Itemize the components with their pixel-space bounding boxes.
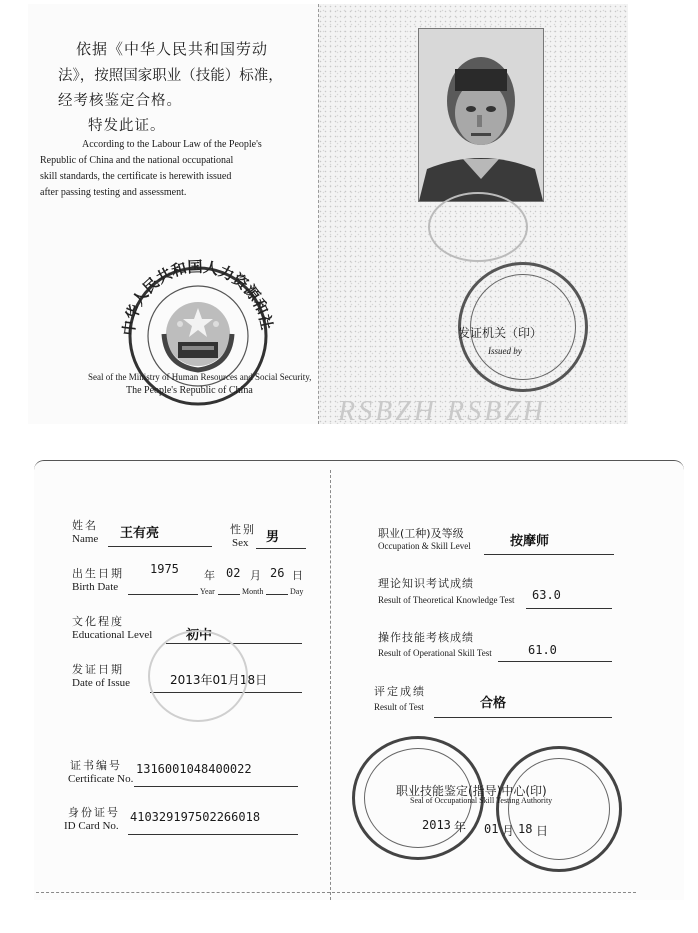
statement-en-line-1: According to the Labour Law of the People's xyxy=(82,139,262,150)
birth-month-underline xyxy=(218,594,240,595)
faint-date-stamp xyxy=(148,630,248,722)
statement-cn-line-3: 经考核鉴定合格。 xyxy=(58,93,182,109)
birth-month-value: 02 xyxy=(226,566,241,580)
birth-year-value: 1975 xyxy=(150,562,179,576)
sex-label-en: Sex xyxy=(232,537,249,549)
id-label-en: ID Card No. xyxy=(64,820,119,832)
birth-day-underline xyxy=(266,594,288,595)
issuer-seal-label-en: Issued by xyxy=(488,346,522,356)
watermark-text: RSBZH RSBZH xyxy=(338,396,546,427)
authority-date-day-cn: 日 xyxy=(536,824,549,838)
authority-date-year: 2013 xyxy=(422,818,451,832)
cert-label-cn: 证书编号 xyxy=(70,759,122,772)
month-en: Month xyxy=(242,587,264,596)
statement-cn-line-2: 法》，按照国家职业（技能）标准， xyxy=(58,68,283,84)
evaluation-underline xyxy=(434,717,612,718)
birth-label-cn: 出生日期 xyxy=(72,567,124,580)
issue-label-en: Date of Issue xyxy=(72,677,131,689)
id-value: 410329197502266018 xyxy=(130,810,261,824)
year-cn: 年 xyxy=(204,569,215,582)
certificate-photo-page xyxy=(318,4,628,427)
birth-year-underline xyxy=(128,594,198,595)
authority-date-month-cn: 月 xyxy=(502,824,515,838)
sex-label-cn: 性别 xyxy=(230,523,256,536)
authority-date-year-cn: 年 xyxy=(454,820,467,834)
theory-label-cn: 理论知识考试成绩 xyxy=(378,577,474,590)
top-fold-line xyxy=(318,4,320,424)
operational-label-en: Result of Operational Skill Test xyxy=(378,648,492,658)
occupation-label-cn: 职业(工种)及等级 xyxy=(378,527,464,540)
authority-date-day: 18 xyxy=(518,822,533,836)
name-label-cn: 姓名 xyxy=(72,519,98,532)
birth-label-en: Birth Date xyxy=(72,581,119,593)
seal-caption-line-2: The People's Republic of China xyxy=(126,385,253,396)
statement-en-line-4: after passing testing and assessment. xyxy=(40,187,187,198)
bottom-page-edge xyxy=(36,892,636,893)
seal-caption-line-1: Seal of the Ministry of Human Resources and Social Security, xyxy=(88,372,312,382)
authority-seal-right-inner xyxy=(508,758,610,860)
month-cn: 月 xyxy=(250,569,261,582)
issuer-seal-label: 发证机关（印） xyxy=(458,326,543,340)
issue-value: 2013年01月18日 xyxy=(170,673,268,687)
evaluation-label-en: Result of Test xyxy=(374,702,424,712)
occupation-underline xyxy=(484,554,614,555)
holder-photo xyxy=(418,28,544,202)
day-cn: 日 xyxy=(292,569,303,582)
bottom-fold-line xyxy=(330,470,331,900)
evaluation-value: 合格 xyxy=(480,696,507,711)
cert-label-en: Certificate No. xyxy=(68,773,134,785)
authority-label-cn: 职业技能鉴定(指导)中心(印) xyxy=(396,784,547,798)
seal-ring-text: 中华人民共和国人力资源和社 xyxy=(119,257,276,337)
sex-value: 男 xyxy=(266,530,280,545)
edu-value: 初中 xyxy=(186,628,213,643)
theory-value: 63.0 xyxy=(532,588,561,602)
occupation-value: 按摩师 xyxy=(510,534,550,549)
evaluation-label-cn: 评定成绩 xyxy=(374,685,426,698)
statement-cn-line-1: 依据《中华人民共和国劳动 xyxy=(76,40,269,58)
statement-en-line-2: Republic of China and the national occupational xyxy=(40,155,234,166)
year-en: Year xyxy=(200,587,215,596)
operational-value: 61.0 xyxy=(528,643,557,657)
operational-label-cn: 操作技能考核成绩 xyxy=(378,631,474,644)
ministry-seal xyxy=(114,250,282,406)
name-label-en: Name xyxy=(72,533,99,545)
statement-cn-line-4: 特发此证。 xyxy=(88,118,166,134)
certificate-cover-page xyxy=(28,4,318,424)
cert-value: 1316001048400022 xyxy=(136,762,252,776)
edu-label-cn: 文化程度 xyxy=(72,615,124,628)
statement-en-line-3: skill standards, the certificate is herewith issued xyxy=(40,171,232,182)
issue-label-cn: 发证日期 xyxy=(72,663,124,676)
cert-underline xyxy=(134,786,298,787)
edu-label-en: Educational Level xyxy=(72,629,153,641)
authority-label-en: Seal of Occupational Skill Testing Authority xyxy=(410,796,553,805)
day-en: Day xyxy=(290,587,304,596)
birth-day-value: 26 xyxy=(270,566,285,580)
id-label-cn: 身份证号 xyxy=(68,806,120,819)
sex-underline xyxy=(256,548,306,549)
theory-label-en: Result of Theoretical Knowledge Test xyxy=(378,595,515,605)
name-value: 王有亮 xyxy=(120,526,160,541)
operational-underline xyxy=(498,661,612,662)
emboss-seal xyxy=(428,192,528,262)
id-underline xyxy=(128,834,298,835)
theory-underline xyxy=(526,608,612,609)
authority-date-month: 01 xyxy=(484,822,499,836)
occupation-label-en: Occupation & Skill Level xyxy=(378,541,471,551)
name-underline xyxy=(108,546,212,547)
